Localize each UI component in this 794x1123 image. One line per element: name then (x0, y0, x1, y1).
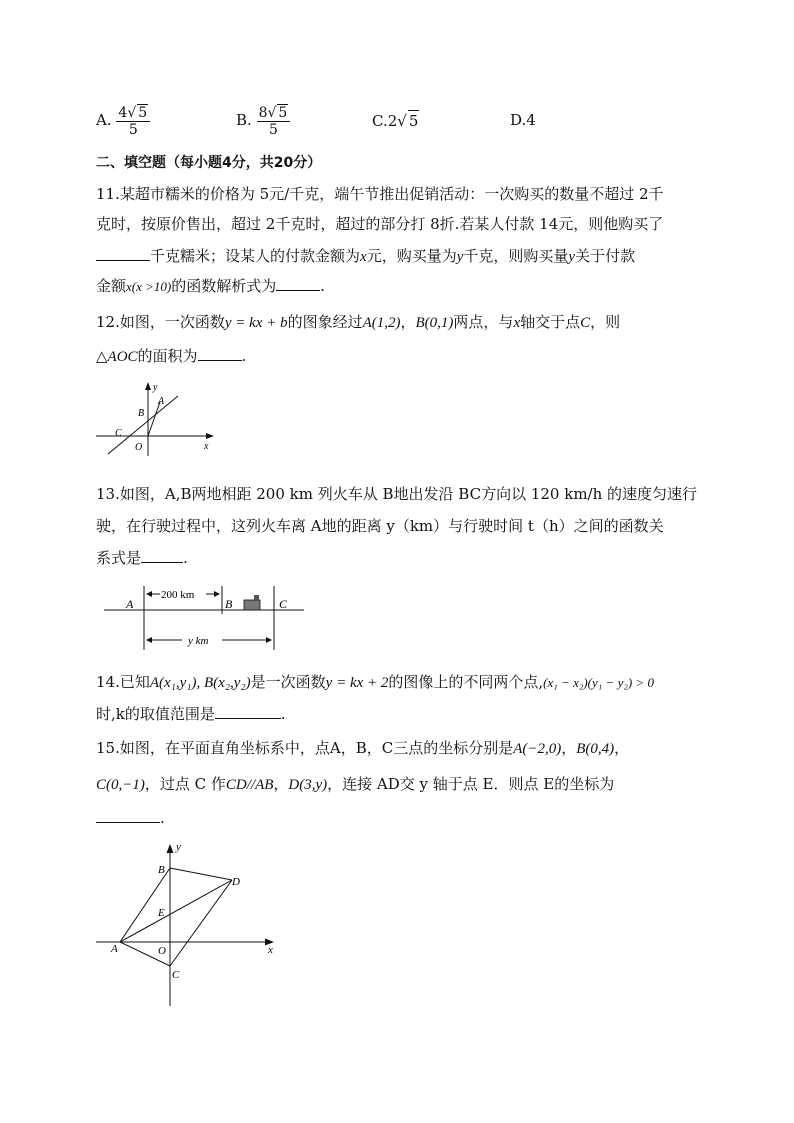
segment-ab (120, 868, 170, 942)
point-c-label: C (279, 597, 288, 611)
option-a: A. $\frac{4√ 5}{5}$ (96, 104, 150, 138)
q12-graph (90, 378, 220, 458)
point-c-label: C (115, 428, 122, 439)
point-a-label: A (158, 396, 165, 407)
segment-cd (170, 880, 232, 966)
q14-line2: 时,k的取值范围是 . (96, 705, 286, 723)
answer-blank[interactable] (96, 246, 150, 261)
y-axis-arrow (167, 844, 174, 853)
q15-line2: C(0,−1)，过点 C 作CD//AB，D(3,y)，连接 AD交 y 轴于点 E．则点 E的坐标为 (96, 775, 615, 793)
q12-line1: 12.如图，一次函数y = kx + b的图象经过A(1,2)，B(0,1)两点，与x轴交于点C，则 (96, 313, 621, 331)
train-icon (244, 600, 260, 610)
distance-label: 200 km (161, 589, 195, 601)
q13-line3: 系式是 . (96, 549, 188, 567)
point-d-label: D (232, 876, 240, 888)
option-b: B. $\frac{8√ 5}{5}$ (236, 104, 290, 138)
q11-line2: 克时，按原价售出，超过 2千克时，超过的部分打 8折.若某人付款 14元，则他购买了 (96, 215, 664, 233)
segment-ad (120, 880, 232, 942)
arrow-right-2 (266, 637, 272, 643)
x-label: x (268, 944, 273, 956)
answer-blank[interactable] (215, 704, 281, 719)
option-b-fraction: $\frac{8√ 5}{5}$ (257, 104, 291, 138)
segment-bd (170, 868, 232, 880)
origin-label: O (135, 442, 143, 453)
answer-blank[interactable] (198, 346, 242, 361)
point-b-label: B (225, 597, 233, 611)
answer-blank[interactable] (96, 808, 160, 823)
point-a-label: A (111, 943, 118, 955)
y-label: y (176, 841, 181, 853)
q13-line2: 驶，在行驶过程中，这列火车离 A地的距离 y（km）与行驶时间 t（h）之间的函数关 (96, 517, 664, 535)
section-title: 二、填空题（每小题4分，共20分） (96, 155, 322, 171)
answer-blank[interactable] (141, 548, 183, 563)
q15-line1: 15.如图，在平面直角坐标系中，点A，B，C三点的坐标分别是A(−2,0)，B(0,4)， (96, 739, 630, 757)
q14-line1: 14.已知A(x₁,y₁), B(x₂,y₂)是一次函数y = kx + 2的图像上的不同两个点,(x₁ − x₂)(y₁ − y₂) > 0 (96, 673, 654, 691)
q13-railway-figure (104, 578, 304, 650)
arrow-right (214, 591, 220, 597)
origin-label: O (158, 945, 166, 957)
y-label: y (153, 382, 158, 393)
q15-coordinate-figure (92, 838, 282, 1008)
arrow-left-2 (146, 637, 152, 643)
point-b-label: B (138, 408, 145, 419)
q11-line1: 11.某超市糯米的价格为 5元/千克，端午节推出促销活动：一次购买的数量不超过 2千 (96, 185, 664, 203)
q12-line2: △AOC的面积为 . (96, 347, 247, 365)
y-axis-arrow (145, 382, 151, 390)
option-a-fraction: $\frac{4√ 5}{5}$ (116, 104, 150, 138)
q15-line3: . (96, 808, 165, 828)
x-axis-arrow (206, 433, 214, 439)
arrow-left (146, 591, 152, 597)
option-d: D.4 (510, 111, 536, 129)
point-a-label: A (126, 597, 134, 611)
point-c-label: C (172, 969, 180, 981)
option-c: C.2√ 5 (372, 112, 419, 130)
answer-blank[interactable] (276, 276, 320, 291)
point-b-label: B (158, 864, 165, 876)
train-cab (254, 595, 259, 600)
y-distance-label: y km (188, 635, 209, 647)
q11-line4: 金额x(x >10)的函数解析式为 . (96, 277, 326, 295)
q11-line3: 千克糯米；设某人的付款金额为x元，购买量为y千克，则购买量y关于付款 (96, 246, 635, 267)
q13-line1: 13.如图，A,B两地相距 200 km 列火车从 B地出发沿 BC方向以 120 km/h 的速度匀速行 (96, 485, 698, 503)
x-label: x (204, 441, 209, 452)
line-graph (108, 396, 178, 454)
point-e-label: E (158, 907, 165, 919)
